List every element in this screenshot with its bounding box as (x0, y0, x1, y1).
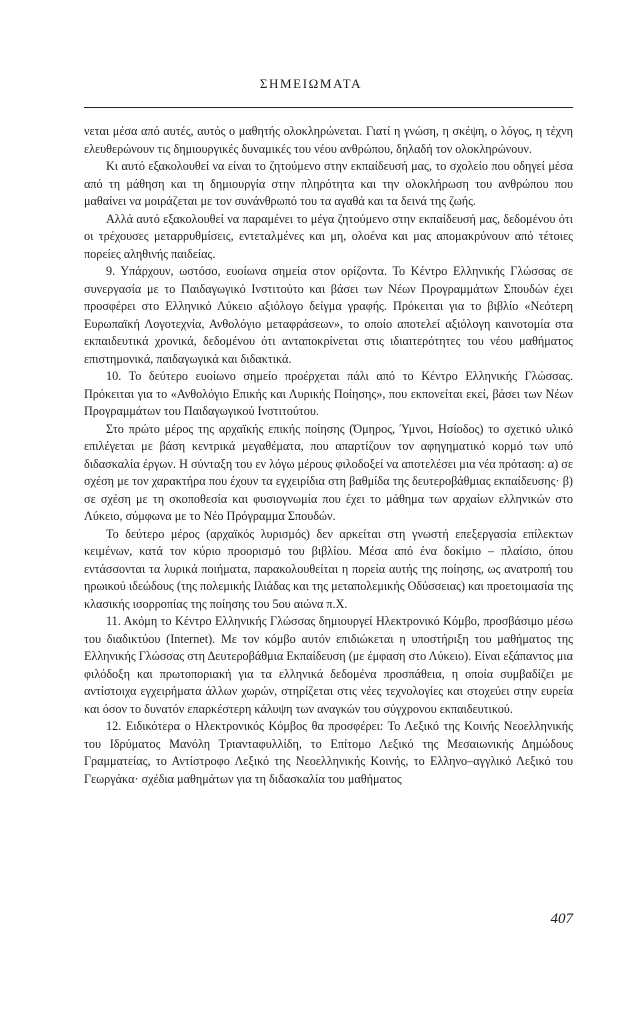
paragraph-note-10: 10. Το δεύτερο ευοίωνο σημείο προέρχεται πάλι από το Κέντρο Ελληνικής Γλώσσας. Πρόκειται για το «Ανθολόγιο Επικής και Λυρικής Ποίησης», που εκπονείται εκεί, βάσει των Νέων Προγραμμάτων του Παιδαγωγικού Ινστιτούτου. (84, 369, 573, 418)
paragraph: Κι αυτό εξακολουθεί να είναι το ζητούμενο στην εκπαίδευσή μας, το σχολείο που οδηγεί μέσα από τη μάθηση και τη δημιουργία στην πληρότητα και την ολοκλήρωση του ανθρώπου που μαθαίνει να μοιράζεται με τον συνάνθρωπό του τα αγαθά και τα δεινά της ζωής. (84, 159, 573, 208)
header-rule (84, 107, 573, 108)
paragraph: Αλλά αυτό εξακολουθεί να παραμένει το μέγα ζητούμενο στην εκπαίδευσή μας, δεδομένου ότι οι τρέχουσες μεταρρυθμίσεις, εντεταλμένες και μη, ολοένα και μας απομακρύνουν από τέτοιες πορείες αληθινής παιδείας. (84, 211, 573, 261)
running-header: ΣΗΜΕΙΩΜΑΤΑ (259, 76, 363, 91)
paragraph-continuation: νεται μέσα από αυτές, αυτός ο μαθητής ολοκληρώνεται. Γιατί η γνώση, η σκέψη, ο λόγος, η τέχνη ελευθερώνουν τις δημιουργικές δυναμικές του νέου ανθρώπου, δηλαδή τον ολοκληρώνουν. (84, 124, 573, 156)
paragraph: Το δεύτερο μέρος (αρχαϊκός λυρισμός) δεν αρκείται στη γνωστή επεξεργασία επίλεκτων κειμένων, κατά τον κύριο προορισμό του βιβλίου. Μέσα από ένα δοκίμιο – πλαίσιο, όπου εντάσσονται τα λυρικά ποιήματα, παρακολουθείται η πορεία αυτής της ποίησης, ως ανατροπή του ηρωικού ιδεώδους (της πολεμικής Ιλιάδας και της μεταπολεμικής Οδύσσειας) και προετοιμασία της κλασικής ισορροπίας της ποίησης του 5ου αιώνα π.Χ. (84, 526, 573, 611)
paragraph-note-9: 9. Υπάρχουν, ωστόσο, ευοίωνα σημεία στον ορίζοντα. Το Κέντρο Ελληνικής Γλώσσας σε συνεργασία με το Παιδαγωγικό Ινστιτούτο και βάσει των Νέων Προγραμμάτων Σπουδών έχει προσφέρει στο Ελληνικό Λύκειο αξιόλογο δείγμα γραφής. Πρόκειται για το βιβλίο «Νεότερη Ευρωπαϊκή Λογοτεχνία, Ανθολόγιο μεταφράσεων», το οποίο αποτελεί αξιόλογη καινοτομία στα εκπαιδευτικά χρονικά, δεδομένου ότι ανταποκρίνεται στις ιδιαιτερότητες του νέου μαθήματος επιστημονικά, παιδαγωγικά και διδακτικά. (84, 264, 573, 366)
page-number: 407 (550, 911, 573, 927)
paragraph-note-11: 11. Ακόμη το Κέντρο Ελληνικής Γλώσσας δημιουργεί Ηλεκτρονικό Κόμβο, προσβάσιμο μέσω του διαδικτύου (Internet). Με τον κόμβο αυτόν επιδιώκεται η υποστήριξη του μαθήματος της Ελληνικής Γλώσσας στη Δευτεροβάθμια Εκπαίδευση (με έμφαση στο Λύκειο). Είναι εξάπαντος μια φιλόδοξη και πρωτοποριακή για τα ελληνικά δεδομένα προσπάθεια, η οποία συμβαδίζει με αντίστοιχα εγχειρήματα άλλων χωρών, στηρίζεται στις νέες τεχνολογίες και στοχεύει στην ευρεία και όσον το δυνατόν επαρκέστερη κάλυψη των αναγκών του σύγχρονου εκπαιδευτικού. (84, 614, 573, 716)
body-text (84, 123, 573, 788)
paragraph: Στο πρώτο μέρος της αρχαϊκής επικής ποίησης (Όμηρος, Ύμνοι, Ησίοδος) το σχετικό υλικό επιλέγεται με βάση κεντρικά μεγαθέματα, που απαρτίζουν τον αφηγηματικό κορμό των υπό διδασκαλία έργων. Η σύνταξη του εν λόγω μέρους φιλοδοξεί να αποτελέσει μια νέα πρόταση: α) σε σχέση με τον χαρακτήρα που έχουν τα εγχειρίδια στη βαθμίδα της δευτεροβάθμιας εκπαίδευσης· β) σε σχέση με τη σκοποθεσία και φυσιογνωμία που έχει το μάθημα των αρχαίων ελληνικών στο Λύκειο, σύμφωνα με το Νέο Πρόγραμμα Σπουδών. (84, 421, 573, 523)
paragraph-note-12: 12. Ειδικότερα ο Ηλεκτρονικός Κόμβος θα προσφέρει: Το Λεξικό της Κοινής Νεοελληνικής του Ιδρύματος Μανόλη Τριανταφυλλίδη, το Επίτομο Λεξικό της Μεσαιωνικής Δημώδους Γραμματείας, το Αντίστροφο Λεξικό της Νεοελληνικής Κοινής, το Ελληνο–αγγλικό Λεξικό του Γεωργάκα· σχέδια μαθημάτων για τη διδασκαλία του μαθήματος (84, 719, 573, 786)
